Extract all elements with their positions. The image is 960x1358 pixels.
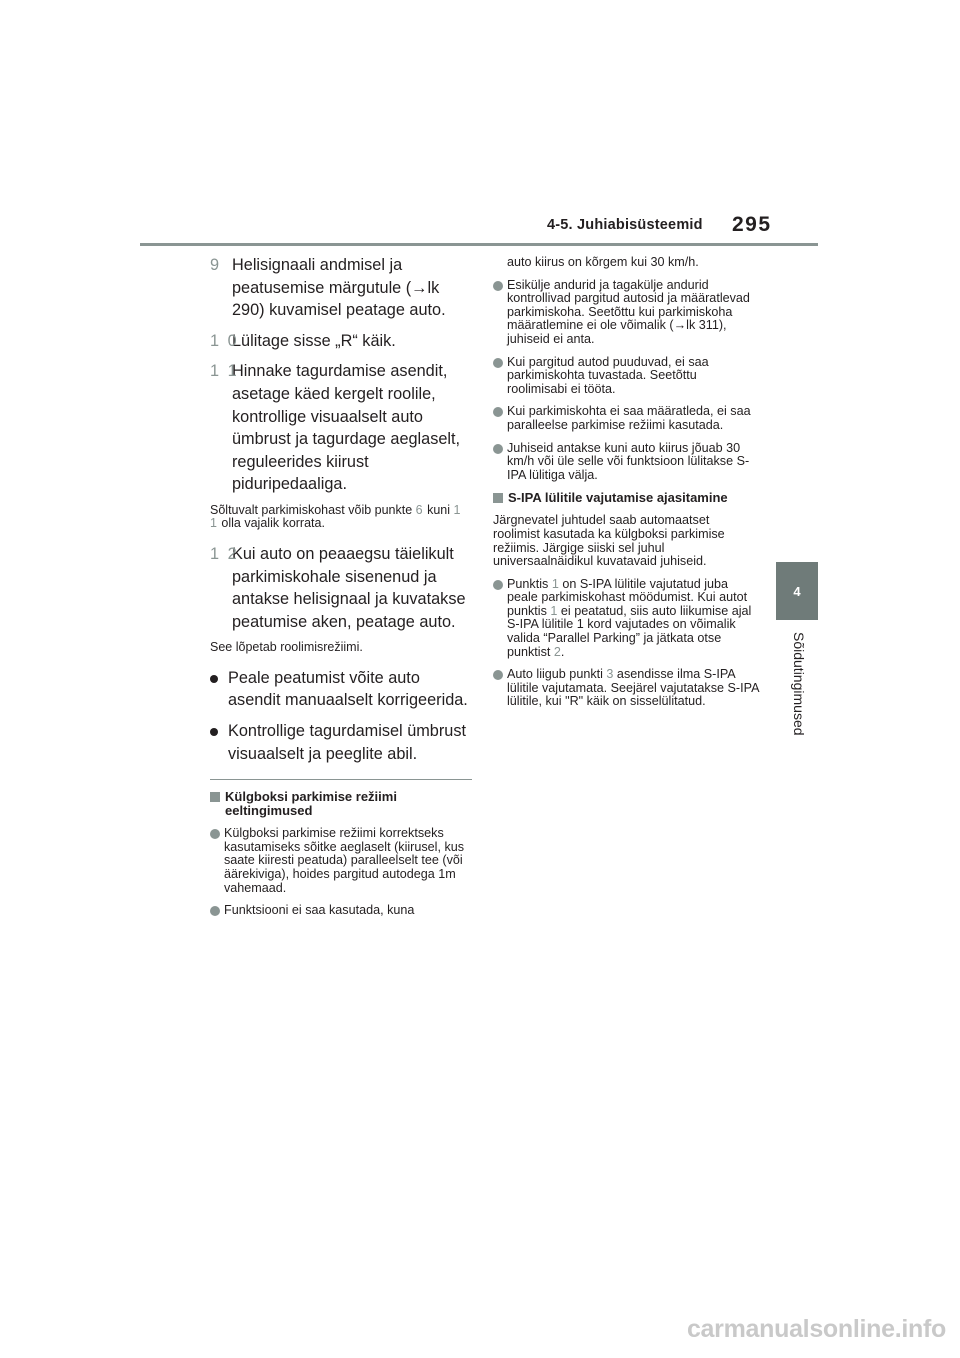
list-item-text: Esikülje andurid ja tagakülje andurid kontrollivad pargitud autosid ja määratlevad parkimiskoha. Seetõttu kui parkimiskoha määratlemine ei ole võimalik (→lk 311), juhiseid ei anta. (507, 277, 750, 346)
list-item-text: . (560, 644, 565, 659)
list-item-text: Kui pargitud autod puuduvad, ei saa parkimiskohta tuvastada. Seetõttu roolimisabi ei tööta. (507, 354, 709, 396)
step-ref: 1 1 (210, 502, 462, 531)
list-item-text: Funktsiooni ei saa kasutada, kuna (224, 903, 415, 918)
list-item-text: Külgboksi parkimise režiimi korrektseks kasutamiseks sõitke aeglaselt (kiirusel, kus saate kiiresti peatuda) paralleelselt tee (või äärekiviga), hoides pargitud autodega 1m vahemaad. (224, 826, 465, 895)
list-item (210, 827, 472, 895)
bullet-dot-icon (210, 675, 218, 683)
list-item (493, 442, 759, 483)
bullet-check (210, 720, 472, 765)
circle-bullet-icon (210, 906, 220, 916)
list-item (493, 279, 759, 347)
section-heading-text: Külgboksi parkimise režiimi eeltingimused (225, 789, 397, 819)
section-heading (210, 790, 472, 818)
list-item-text: Auto liigub punkti (507, 667, 607, 682)
step-ref: 1 (550, 603, 558, 618)
bullet-adjust (210, 667, 472, 712)
continued-text: auto kiirus on kõrgem kui 30 km/h. (507, 255, 699, 269)
list-item-text: asendisse ilma S-IPA lülitile vajutamata. Seejärel vajutatakse S-IPA lülitile, kui "R" käik on sisselülitatud. (507, 667, 759, 709)
list-item (210, 904, 472, 918)
step-9 (210, 254, 472, 322)
step-ref: 1 (551, 576, 559, 591)
circle-bullet-icon (493, 358, 503, 368)
chapter-number: 4 (793, 583, 801, 599)
header-divider (140, 243, 818, 246)
list-item-text: Kui parkimiskohta ei saa määratleda, ei saa paralleelse parkimise režiimi kasutada. (507, 404, 751, 432)
section-heading (493, 491, 759, 505)
step-10 (210, 330, 472, 353)
note-text: olla vajalik korrata. (217, 516, 325, 531)
step-number: 1 0 (210, 331, 239, 350)
square-bullet-icon (493, 493, 503, 503)
right-column (493, 256, 759, 718)
circle-bullet-icon (493, 407, 503, 417)
chapter-tab[interactable] (776, 562, 818, 620)
step-text: Kui auto on peaaegsu täielikult parkimiskohale sisenenud ja antakse helisignaal ja kuvatakse peatumise aken, peatage auto. (232, 544, 466, 631)
left-column (210, 254, 472, 927)
circle-bullet-icon (493, 670, 503, 680)
list-item (493, 405, 759, 432)
step-number: 1 1 (210, 362, 239, 381)
list-item (493, 668, 759, 709)
step-11 (210, 360, 472, 496)
list-item-text: on S-IPA lülitile vajutatud juba peale parkimiskohast möödumist. Kui autot punktis (507, 576, 748, 618)
step-text: Helisignaali andmisel ja peatusemise märgutule (→lk 290) kuvamisel peatage auto. (232, 256, 446, 320)
bullet-text: Kontrollige tagurdamisel ümbrust visuaalselt ja peeglite abil. (228, 722, 467, 763)
page-number: 295 (732, 213, 772, 236)
step-ref: 3 (606, 667, 614, 682)
step-ref: 2 (553, 644, 561, 659)
circle-bullet-icon (493, 580, 503, 590)
repeat-note (210, 504, 472, 531)
step-number: 9 (210, 256, 222, 274)
note-text: kuni (423, 502, 454, 517)
note-text: Sõltuvalt parkimiskohast võib punkte (210, 502, 416, 517)
section-divider (210, 779, 472, 780)
step-ref: 6 (415, 502, 424, 517)
end-note: See lõpetab roolimisrežiimi. (210, 640, 363, 655)
section-intro: Järgnevatel juhtudel saab automaatset roolimist kasutada ka külgboksi parkimise režiimis. Järgige siiski sel juhul universaalnäidikul kuvatavaid juhiseid. (493, 513, 725, 569)
bullet-dot-icon (210, 728, 218, 736)
step-text: Hinnake tagurdamise asendit, asetage käed kergelt roolile, kontrollige visuaalselt auto ümbrust ja tagurdage aeglaselt, reguleerides kiirust piduripedaaliga. (232, 362, 461, 494)
step-number: 1 2 (210, 544, 239, 563)
circle-bullet-icon (210, 829, 220, 839)
section-heading-text: S-IPA lülitile vajutamise ajasitamine (508, 490, 728, 506)
square-bullet-icon (210, 792, 220, 802)
chapter-label (789, 632, 809, 752)
circle-bullet-icon (493, 281, 503, 291)
section-title: 4-5. Juhiabisüsteemid (547, 217, 703, 233)
list-item (493, 356, 759, 397)
list-item-text: Punktis (507, 576, 552, 591)
bullet-text: Peale peatumist võite auto asendit manuaalselt korrigeerida. (228, 668, 468, 710)
list-item (493, 578, 759, 660)
chapter-label-text: Sõidutingimused (791, 632, 807, 736)
list-item-text: ei peatatud, siis auto liikumise ajal S-IPA lülitile 1 kord vajutades on võimalik valida “Parallel Parking” ja jätkata otse punktist (507, 603, 752, 659)
step-text: Lülitage sisse „R“ käik. (232, 331, 396, 350)
circle-bullet-icon (493, 444, 503, 454)
watermark: carmanualsonline.info (686, 1315, 946, 1343)
step-12 (210, 543, 472, 633)
list-item-text: Juhiseid antakse kuni auto kiirus jõuab 30 km/h või üle selle või funktsioon lülitakse S-IPA lülitiga välja. (507, 440, 750, 482)
